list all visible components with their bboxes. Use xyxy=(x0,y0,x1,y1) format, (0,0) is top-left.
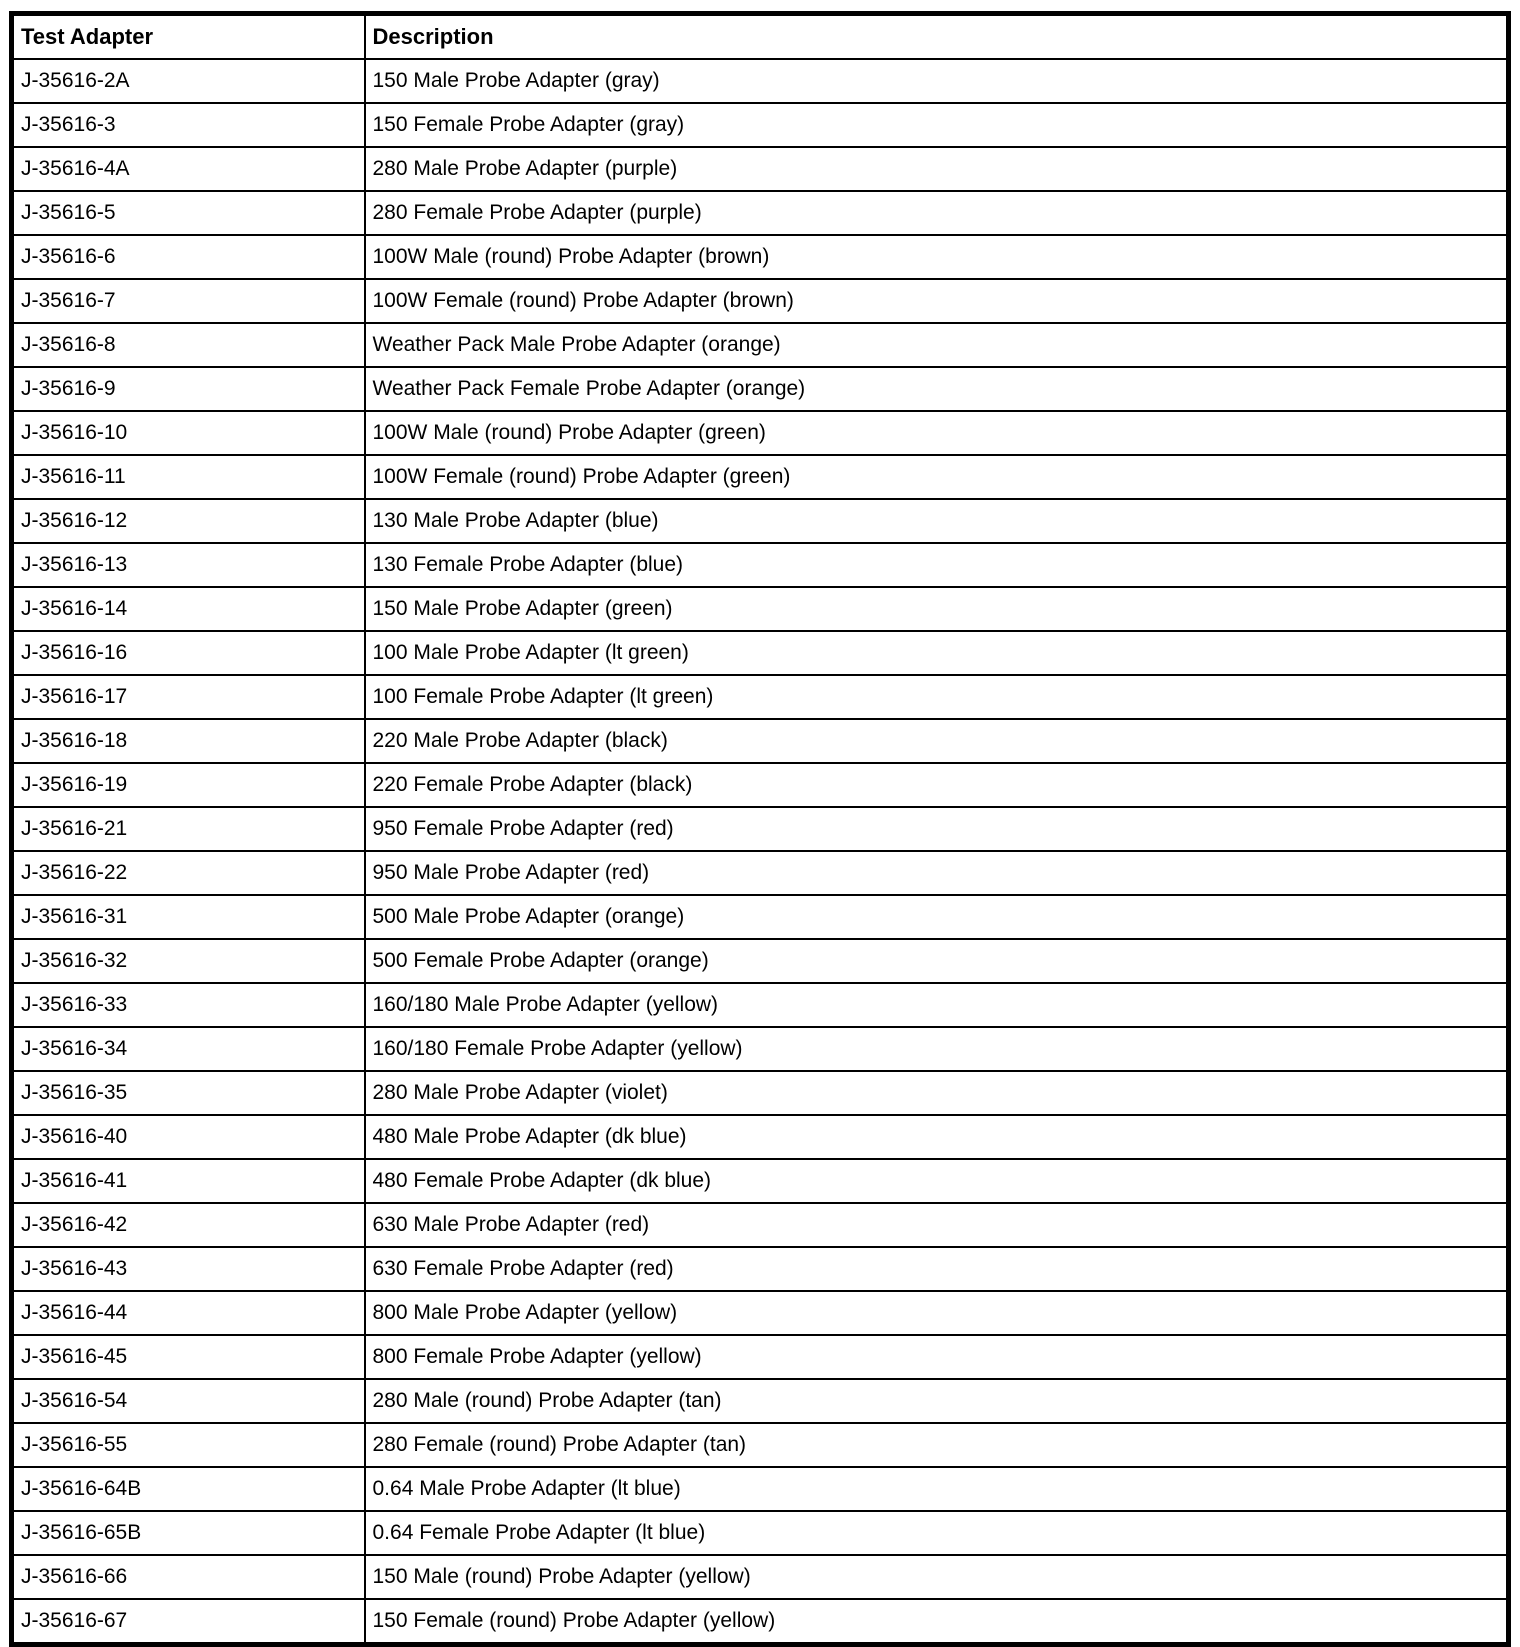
description-cell: 280 Male Probe Adapter (violet) xyxy=(365,1071,1509,1115)
table-row xyxy=(12,499,1509,543)
table-row xyxy=(12,147,1509,191)
description-cell: 280 Male (round) Probe Adapter (tan) xyxy=(365,1379,1509,1423)
adapter-cell: J-35616-32 xyxy=(12,939,365,983)
table-row xyxy=(12,411,1509,455)
table-row xyxy=(12,1159,1509,1203)
adapter-cell: J-35616-4A xyxy=(12,147,365,191)
table-row xyxy=(12,1555,1509,1599)
adapter-cell: J-35616-43 xyxy=(12,1247,365,1291)
adapter-cell: J-35616-3 xyxy=(12,103,365,147)
description-cell: 500 Female Probe Adapter (orange) xyxy=(365,939,1509,983)
description-cell: 100W Female (round) Probe Adapter (green) xyxy=(365,455,1509,499)
description-cell: 130 Female Probe Adapter (blue) xyxy=(365,543,1509,587)
column-header-test-adapter: Test Adapter xyxy=(12,14,365,60)
table-row xyxy=(12,807,1509,851)
adapter-cell: J-35616-34 xyxy=(12,1027,365,1071)
table-row xyxy=(12,587,1509,631)
description-cell: 100W Male (round) Probe Adapter (green) xyxy=(365,411,1509,455)
table-row xyxy=(12,1423,1509,1467)
adapter-cell: J-35616-35 xyxy=(12,1071,365,1115)
description-cell: 950 Female Probe Adapter (red) xyxy=(365,807,1509,851)
table-body xyxy=(12,59,1509,1645)
adapter-cell: J-35616-10 xyxy=(12,411,365,455)
description-cell: 280 Female (round) Probe Adapter (tan) xyxy=(365,1423,1509,1467)
description-cell: 220 Male Probe Adapter (black) xyxy=(365,719,1509,763)
table-row xyxy=(12,103,1509,147)
description-cell: 160/180 Male Probe Adapter (yellow) xyxy=(365,983,1509,1027)
adapter-cell: J-35616-55 xyxy=(12,1423,365,1467)
test-adapter-table xyxy=(9,11,1511,1647)
description-cell: 280 Female Probe Adapter (purple) xyxy=(365,191,1509,235)
description-cell: 630 Male Probe Adapter (red) xyxy=(365,1203,1509,1247)
table-row xyxy=(12,1071,1509,1115)
table-row xyxy=(12,323,1509,367)
adapter-cell: J-35616-22 xyxy=(12,851,365,895)
adapter-cell: J-35616-18 xyxy=(12,719,365,763)
adapter-cell: J-35616-64B xyxy=(12,1467,365,1511)
adapter-cell: J-35616-44 xyxy=(12,1291,365,1335)
adapter-cell: J-35616-13 xyxy=(12,543,365,587)
adapter-cell: J-35616-14 xyxy=(12,587,365,631)
table-row xyxy=(12,1335,1509,1379)
table-row xyxy=(12,279,1509,323)
table-row xyxy=(12,59,1509,103)
table-row xyxy=(12,455,1509,499)
adapter-cell: J-35616-19 xyxy=(12,763,365,807)
description-cell: 150 Female Probe Adapter (gray) xyxy=(365,103,1509,147)
adapter-cell: J-35616-2A xyxy=(12,59,365,103)
adapter-cell: J-35616-65B xyxy=(12,1511,365,1555)
description-cell: 100W Male (round) Probe Adapter (brown) xyxy=(365,235,1509,279)
adapter-cell: J-35616-17 xyxy=(12,675,365,719)
description-cell: 160/180 Female Probe Adapter (yellow) xyxy=(365,1027,1509,1071)
table-row xyxy=(12,1291,1509,1335)
adapter-cell: J-35616-7 xyxy=(12,279,365,323)
table-row xyxy=(12,631,1509,675)
description-cell: 500 Male Probe Adapter (orange) xyxy=(365,895,1509,939)
description-cell: 130 Male Probe Adapter (blue) xyxy=(365,499,1509,543)
adapter-cell: J-35616-21 xyxy=(12,807,365,851)
adapter-cell: J-35616-31 xyxy=(12,895,365,939)
description-cell: 800 Male Probe Adapter (yellow) xyxy=(365,1291,1509,1335)
table-row xyxy=(12,1027,1509,1071)
description-cell: 480 Female Probe Adapter (dk blue) xyxy=(365,1159,1509,1203)
description-cell: 150 Male Probe Adapter (green) xyxy=(365,587,1509,631)
description-cell: 100 Male Probe Adapter (lt green) xyxy=(365,631,1509,675)
adapter-cell: J-35616-67 xyxy=(12,1599,365,1645)
table-row xyxy=(12,191,1509,235)
adapter-cell: J-35616-66 xyxy=(12,1555,365,1599)
description-cell: 0.64 Male Probe Adapter (lt blue) xyxy=(365,1467,1509,1511)
adapter-cell: J-35616-9 xyxy=(12,367,365,411)
description-cell: 950 Male Probe Adapter (red) xyxy=(365,851,1509,895)
description-cell: Weather Pack Female Probe Adapter (orange) xyxy=(365,367,1509,411)
table-row xyxy=(12,675,1509,719)
table-row xyxy=(12,1203,1509,1247)
description-cell: 630 Female Probe Adapter (red) xyxy=(365,1247,1509,1291)
adapter-cell: J-35616-33 xyxy=(12,983,365,1027)
description-cell: 220 Female Probe Adapter (black) xyxy=(365,763,1509,807)
adapter-cell: J-35616-11 xyxy=(12,455,365,499)
table-row xyxy=(12,235,1509,279)
column-header-description: Description xyxy=(365,14,1509,60)
table-row xyxy=(12,1511,1509,1555)
adapter-cell: J-35616-42 xyxy=(12,1203,365,1247)
description-cell: 0.64 Female Probe Adapter (lt blue) xyxy=(365,1511,1509,1555)
description-cell: Weather Pack Male Probe Adapter (orange) xyxy=(365,323,1509,367)
table-header-row xyxy=(12,14,1509,60)
adapter-cell: J-35616-6 xyxy=(12,235,365,279)
table-row xyxy=(12,983,1509,1027)
table-row xyxy=(12,367,1509,411)
adapter-cell: J-35616-41 xyxy=(12,1159,365,1203)
adapter-cell: J-35616-40 xyxy=(12,1115,365,1159)
table-row xyxy=(12,1379,1509,1423)
description-cell: 800 Female Probe Adapter (yellow) xyxy=(365,1335,1509,1379)
table-row xyxy=(12,1467,1509,1511)
adapter-cell: J-35616-16 xyxy=(12,631,365,675)
description-cell: 150 Male Probe Adapter (gray) xyxy=(365,59,1509,103)
adapter-cell: J-35616-12 xyxy=(12,499,365,543)
table-row xyxy=(12,719,1509,763)
table-row xyxy=(12,895,1509,939)
table-row xyxy=(12,1599,1509,1645)
description-cell: 280 Male Probe Adapter (purple) xyxy=(365,147,1509,191)
adapter-cell: J-35616-54 xyxy=(12,1379,365,1423)
table-row xyxy=(12,543,1509,587)
adapter-cell: J-35616-8 xyxy=(12,323,365,367)
table-row xyxy=(12,939,1509,983)
adapter-cell: J-35616-5 xyxy=(12,191,365,235)
table-row xyxy=(12,1247,1509,1291)
description-cell: 150 Female (round) Probe Adapter (yellow) xyxy=(365,1599,1509,1645)
description-cell: 100W Female (round) Probe Adapter (brown) xyxy=(365,279,1509,323)
description-cell: 480 Male Probe Adapter (dk blue) xyxy=(365,1115,1509,1159)
table-row xyxy=(12,851,1509,895)
table-row xyxy=(12,763,1509,807)
table-row xyxy=(12,1115,1509,1159)
description-cell: 100 Female Probe Adapter (lt green) xyxy=(365,675,1509,719)
adapter-cell: J-35616-45 xyxy=(12,1335,365,1379)
description-cell: 150 Male (round) Probe Adapter (yellow) xyxy=(365,1555,1509,1599)
